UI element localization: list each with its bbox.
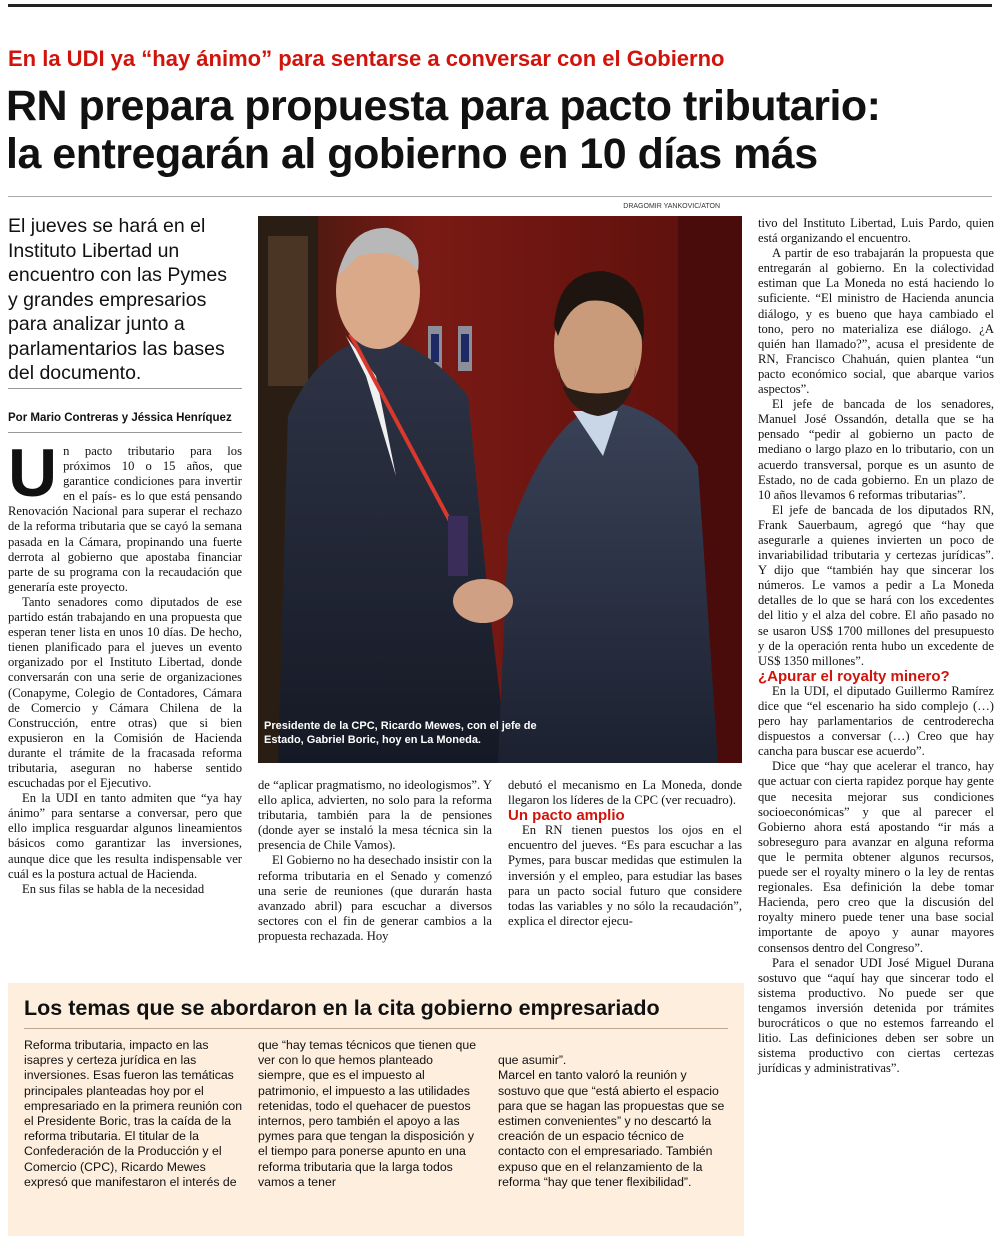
- paragraph: El jefe de bancada de los senadores, Manuel José Ossandón, detalla que se ha pensado “pedir al gobierno un pacto de mediano o largo plazo en lo tributario, con un acuerdo transversal, porque es un asunto de Estado, no de cada gobierno. En un plazo de 10 años llevamos 6 reformas tributarias”.: [758, 397, 994, 502]
- paragraph: Para el senador UDI José Miguel Durana sostuvo que “aquí hay que sincerar todo el sistema productivo. No puede ser que tengamos inversión detenida por trámites burocráticos o que no estemos farreando el litio. Las definiciones deben ser sobre un sistema productivo con ciertas certezas jurídicas y administrativas”.: [758, 955, 994, 1076]
- bajada: El jueves se hará en el Instituto Libertad un encuentro con las Pymes y grandes empresarios para analizar junto a parlamentarios las bases del documento.: [8, 215, 227, 384]
- paragraph: que “hay temas técnicos que tienen que ver con lo que hemos planteado siempre, que es el impuesto al patrimonio, el impuesto a las utilidades retenidas, todo el quehacer de puestos internos, pero también el apoyo a las pymes para que tengan la disposición y el tiempo para ponerse apunto en una reforma tributaria que la larga todos vamos a tener: [258, 1038, 477, 1189]
- paragraph: debutó el mecanismo en La Moneda, donde llegaron los líderes de la CPC (ver recuadro).: [508, 778, 742, 808]
- box-rule: [24, 1028, 728, 1029]
- paragraph: En la UDI en tanto admiten que “ya hay ánimo” para sentarse a conversar, pero que ello implica resguardar algunos lineamientos básicos como garantizar las inversiones, aunque dice que les resulta indispensable ver cuál es la postura actual de Hacienda.: [8, 791, 242, 881]
- paragraph: de “aplicar pragmatismo, no ideologismos”. Y ello aplica, advierten, no solo para la reforma tributaria, también para la de pensiones (donde ayer se instaló la mesa técnica sin la presencia de Chile Vamos).: [258, 778, 492, 853]
- article-column-3: [508, 778, 742, 929]
- byline-rule: [8, 432, 242, 433]
- headline-rule: [8, 196, 992, 197]
- headline: [6, 82, 996, 178]
- photo-caption: Presidente de la CPC, Ricardo Mewes, con el jefe de Estado, Gabriel Boric, hoy en La Moneda.: [264, 720, 537, 746]
- headline-line-1: RN prepara propuesta para pacto tributario:: [6, 82, 881, 130]
- box-title: Los temas que se abordaron en la cita gobierno empresariado: [24, 996, 660, 1020]
- top-rule: [8, 4, 992, 7]
- article-column-2: [258, 778, 492, 944]
- byline: Por Mario Contreras y Jéssica Henríquez: [8, 412, 232, 424]
- paragraph: Tanto senadores como diputados de ese partido están trabajando en una propuesta que esperan tener lista en unos 10 días. De hecho, tienen planificado para el jueves un evento organizado por el Instituto Libertad, donde conversarán con una serie de organizaciones (Conapyme, Colegio de Contadores, Cámara de Comercio y Cámara Chilena de la Construcción, entre otras) que si bien expusieron en la Comisión de Hacienda durante el trámite de la fracasada reforma tributaria, aseguran no haberse sentido escuchadas por el Ejecutivo.: [8, 594, 242, 791]
- paragraph: El jefe de bancada de los diputados RN, Frank Sauerbaum, agregó que “hay que asegurarle a quienes invierten un poco de invariabilidad tributaria y certezas jurídicas”. Y dijo que “también hay que sincerar los números. Le vamos a pedir a La Moneda detalles de lo que se hará con los excedentes del litio y el alza del cobre. El año pasado no se usaron US$ 1700 millones del presupuesto y de la operación renta hubo un excedente de US$ 1350 millones”.: [758, 502, 994, 668]
- paragraph: En sus filas se habla de la necesidad: [22, 881, 205, 896]
- news-photo: [258, 216, 742, 763]
- kicker: En la UDI ya “hay ánimo” para sentarse a conversar con el Gobierno: [8, 46, 725, 71]
- box-column-1: [24, 1038, 244, 1190]
- article-column-1: [8, 435, 242, 897]
- paragraph: A partir de eso trabajarán la propuesta que entregarán al gobierno. En la colectividad estiman que La Moneda no está haciendo lo suficiente. “El ministro de Hacienda anuncia diálogo, y es bueno que haya cambiado el tono, pero no materializa ese diálogo. ¿A quién han llamado?”, acusa el presidente de RN, Francisco Chahuán, quien plantea “un pacto económico social, que abarque varios aspectos”.: [758, 246, 994, 397]
- box-column-2: [258, 1038, 480, 1190]
- photo-credit: DRAGOMIR YANKOVIC/ATON: [623, 203, 720, 210]
- paragraph: Dice que “hay que acelerar el tranco, hay que actuar con cierta rapidez porque hay gente que necesita mejorar sus condiciones socioeconómicas” y que al parecer el Gobierno ahora está apostando “ir más a sobreseguro para avanzar en alguna reforma que le permita obtener algunos recursos, puede ser el royalty minero o la ley de rentas regionales. Esa definición la debe tomar Hacienda, pero creo que la discusión del royalty minero puede tener una base social importante de apoyo y aunar mayores consensos dentro del Congreso”.: [758, 759, 994, 955]
- photo-illustration: [258, 216, 742, 763]
- paragraph: Reforma tributaria, impacto en las isapres y certeza jurídica en las inversiones. Esas fueron las temáticas principales planteadas hoy por el empresariado en la primera reunión con el Presidente Boric, tras la caída de la reforma tributaria. El titular de la Confederación de la Producción y el Comercio (CPC), Ricardo Mewes expresó que manifestaron el interés de: [24, 1038, 243, 1189]
- drop-cap: U: [8, 435, 58, 511]
- paragraph: En RN tienen puestos los ojos en el encuentro del jueves. “Es para escuchar a las Pymes, para buscar medidas que estimulen la inversión y el empleo, para estudiar las bases para un pacto social futuro que considere todas las variables y no sólo la recaudación”, explica el director ejecu-: [508, 823, 742, 928]
- headline-line-2: la entregarán al gobierno en 10 días más: [6, 130, 818, 178]
- subheading: ¿Apurar el royalty minero?: [758, 667, 950, 685]
- paragraph: El Gobierno no ha desechado insistir con la reforma tributaria en el Senado y comenzó una serie de reuniones (que durarán hasta avanzado abril) para escuchar a diversos sectores con el fin de generar cambios a la propuesta rechazada. Hoy: [258, 853, 492, 943]
- article-column-4: [758, 216, 994, 1076]
- box-column-3: [498, 1038, 728, 1205]
- paragraph: que asumir”. Marcel en tanto valoró la reunión y sostuvo que que “está abierto el espacio para que se hagan las propuestas que se estimen convenientes” y no descartó la creación de un espacio técnico de contacto con el empresariado. También expuso que en el relanzamiento de la reforma “hay que tener flexibilidad”.: [498, 1053, 725, 1189]
- paragraph: tivo del Instituto Libertad, Luis Pardo, quien está organizando el encuentro.: [758, 216, 994, 246]
- subheading: Un pacto amplio: [508, 807, 625, 825]
- bajada-rule: [8, 388, 242, 389]
- paragraph: n pacto tributario para los próximos 10 o 15 años, que garantice condiciones para invertir en el país- es lo que está pensando Renovación Nacional para superar el rechazo de la reforma tributaria que se cayó la semana pasada en la Cámara, propinando una fuerte derrota al gobierno que apostaba financiar parte de su programa con la recaudación que generaría este proyecto.: [8, 444, 242, 594]
- paragraph: En la UDI, el diputado Guillermo Ramírez dice que “el escenario ha sido complejo (…) pero hay parlamentarios de centroderecha dispuestos a conversar (…) Creo que hay cancha para buscar ese acuerdo”.: [758, 683, 994, 759]
